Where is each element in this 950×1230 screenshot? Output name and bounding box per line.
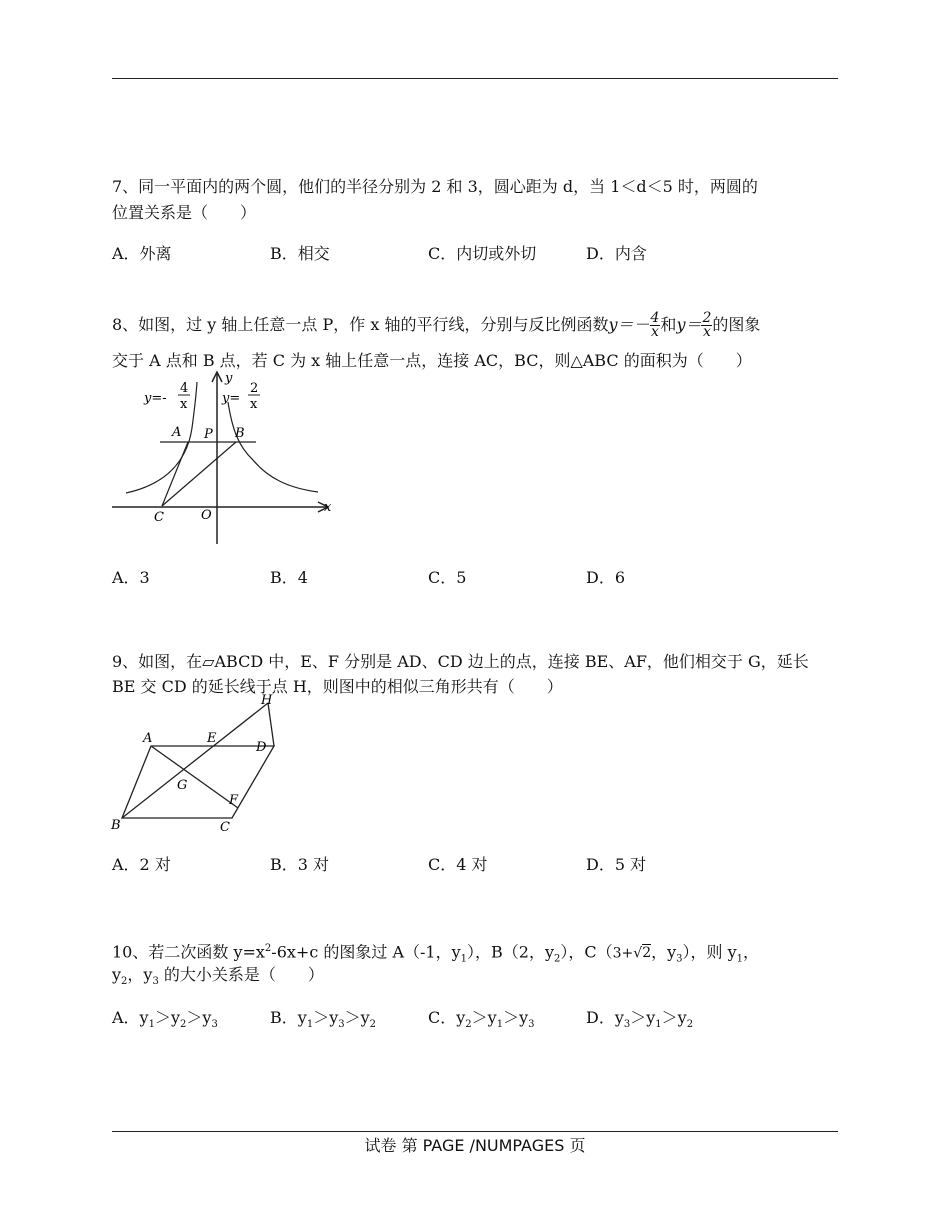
q9-label-e: E: [207, 731, 217, 746]
q9-label-b: B: [111, 818, 121, 833]
header-rule: [112, 78, 838, 79]
q10-option-d: D．$y_3>y_1>y_2$: [586, 1008, 694, 1031]
q10-option-a: A．$y_1>y_2>y_3$: [112, 1008, 218, 1031]
q8-label-f2: y=: [222, 391, 241, 406]
q10-option-b: B．$y_1>y_3>y_2$: [270, 1008, 377, 1031]
q8-option-c: C．5: [428, 568, 467, 587]
q7-option-a: A．外离: [112, 244, 172, 263]
q8-label-f1: y=-: [144, 391, 167, 406]
q9-label-d: D: [256, 740, 267, 755]
q9-line1: 9、如图，在▱ABCD 中，E、F 分别是 AD、CD 边上的点，连接 BE、AF，他们相交于 G，延长: [112, 652, 809, 671]
q8-line1: [112, 312, 842, 339]
footer-rule: [112, 1131, 838, 1132]
q8-option-b: B．4: [270, 568, 308, 587]
q9-option-a: A．2 对: [112, 855, 171, 874]
q8-function-1: y＝－ $\frac{4}{x}$: [608, 310, 660, 340]
q8-line1-text: 8、如图，过 y 轴上任意一点 P，作 x 轴的平行线，分别与反比例函数: [112, 315, 609, 334]
q9-line2: BE 交 CD 的延长线于点 H，则图中的相似三角形共有（ ）: [112, 677, 563, 696]
q7-line1: 7、同一平面内的两个圆，他们的半径分别为 2 和 3，圆心距为 d，当 1＜d＜5 时，两圆的: [112, 177, 758, 196]
q10-line2: $y_2$，$y_3$ 的大小关系是（ ）: [112, 965, 324, 988]
q9-option-b: B．3 对: [270, 855, 330, 874]
q8-label-f1-den: x: [180, 397, 188, 412]
q10-option-c: C．$y_2>y_1>y_3$: [428, 1008, 535, 1031]
page-footer: 试卷 第 PAGE /NUMPAGES 页: [364, 1136, 586, 1155]
q8-figure: [108, 368, 338, 548]
q9-figure: [108, 690, 288, 835]
q9-label-f: F: [229, 793, 239, 808]
q8-label-x-axis: x: [324, 500, 332, 515]
q10-c-expression: 3+√2: [612, 945, 652, 962]
q7-option-d: D．内含: [586, 244, 647, 263]
q8-line1-end: 的图象: [712, 315, 761, 334]
q8-and: 和: [660, 315, 677, 334]
q8-label-y-axis: y: [225, 371, 233, 386]
q8-label-f1-num: 4: [180, 381, 189, 396]
q8-line2: 交于 A 点和 B 点，若 C 为 x 轴上任意一点，连接 AC，BC，则△ABC 的面积为（ ）: [112, 351, 752, 370]
q9-label-g: G: [177, 778, 188, 793]
q9-label-c: C: [220, 820, 230, 835]
q8-option-a: A．3: [112, 568, 150, 587]
q9-option-c: C．4 对: [428, 855, 488, 874]
q8-label-f2-den: x: [250, 397, 258, 412]
q8-option-d: D．6: [586, 568, 626, 587]
q9-label-a: A: [143, 731, 153, 746]
q9-option-d: D．5 对: [586, 855, 647, 874]
q9-label-h: H: [261, 693, 273, 708]
q7-option-c: C．内切或外切: [428, 244, 537, 263]
q8-label-a: A: [172, 425, 182, 440]
q8-label-c: C: [154, 510, 164, 525]
q8-label-o: O: [201, 508, 212, 523]
q7-line2: 位置关系是（ ）: [112, 203, 257, 222]
q10-line1: 10、若二次函数 $y=x^2-6x+c$ 的图象过 A（-1，$y_1$），B（2，$y_2$），C（3+√2，$y_3$），则 $y_1$，: [112, 942, 760, 965]
sqrt-symbol: √: [633, 945, 643, 962]
q7-option-b: B．相交: [270, 244, 330, 263]
q8-label-b: B: [235, 426, 245, 441]
q8-function-2: y＝ $\frac{2}{x}$: [676, 310, 712, 340]
q8-label-p: P: [204, 427, 213, 442]
q8-label-f2-num: 2: [250, 381, 259, 396]
